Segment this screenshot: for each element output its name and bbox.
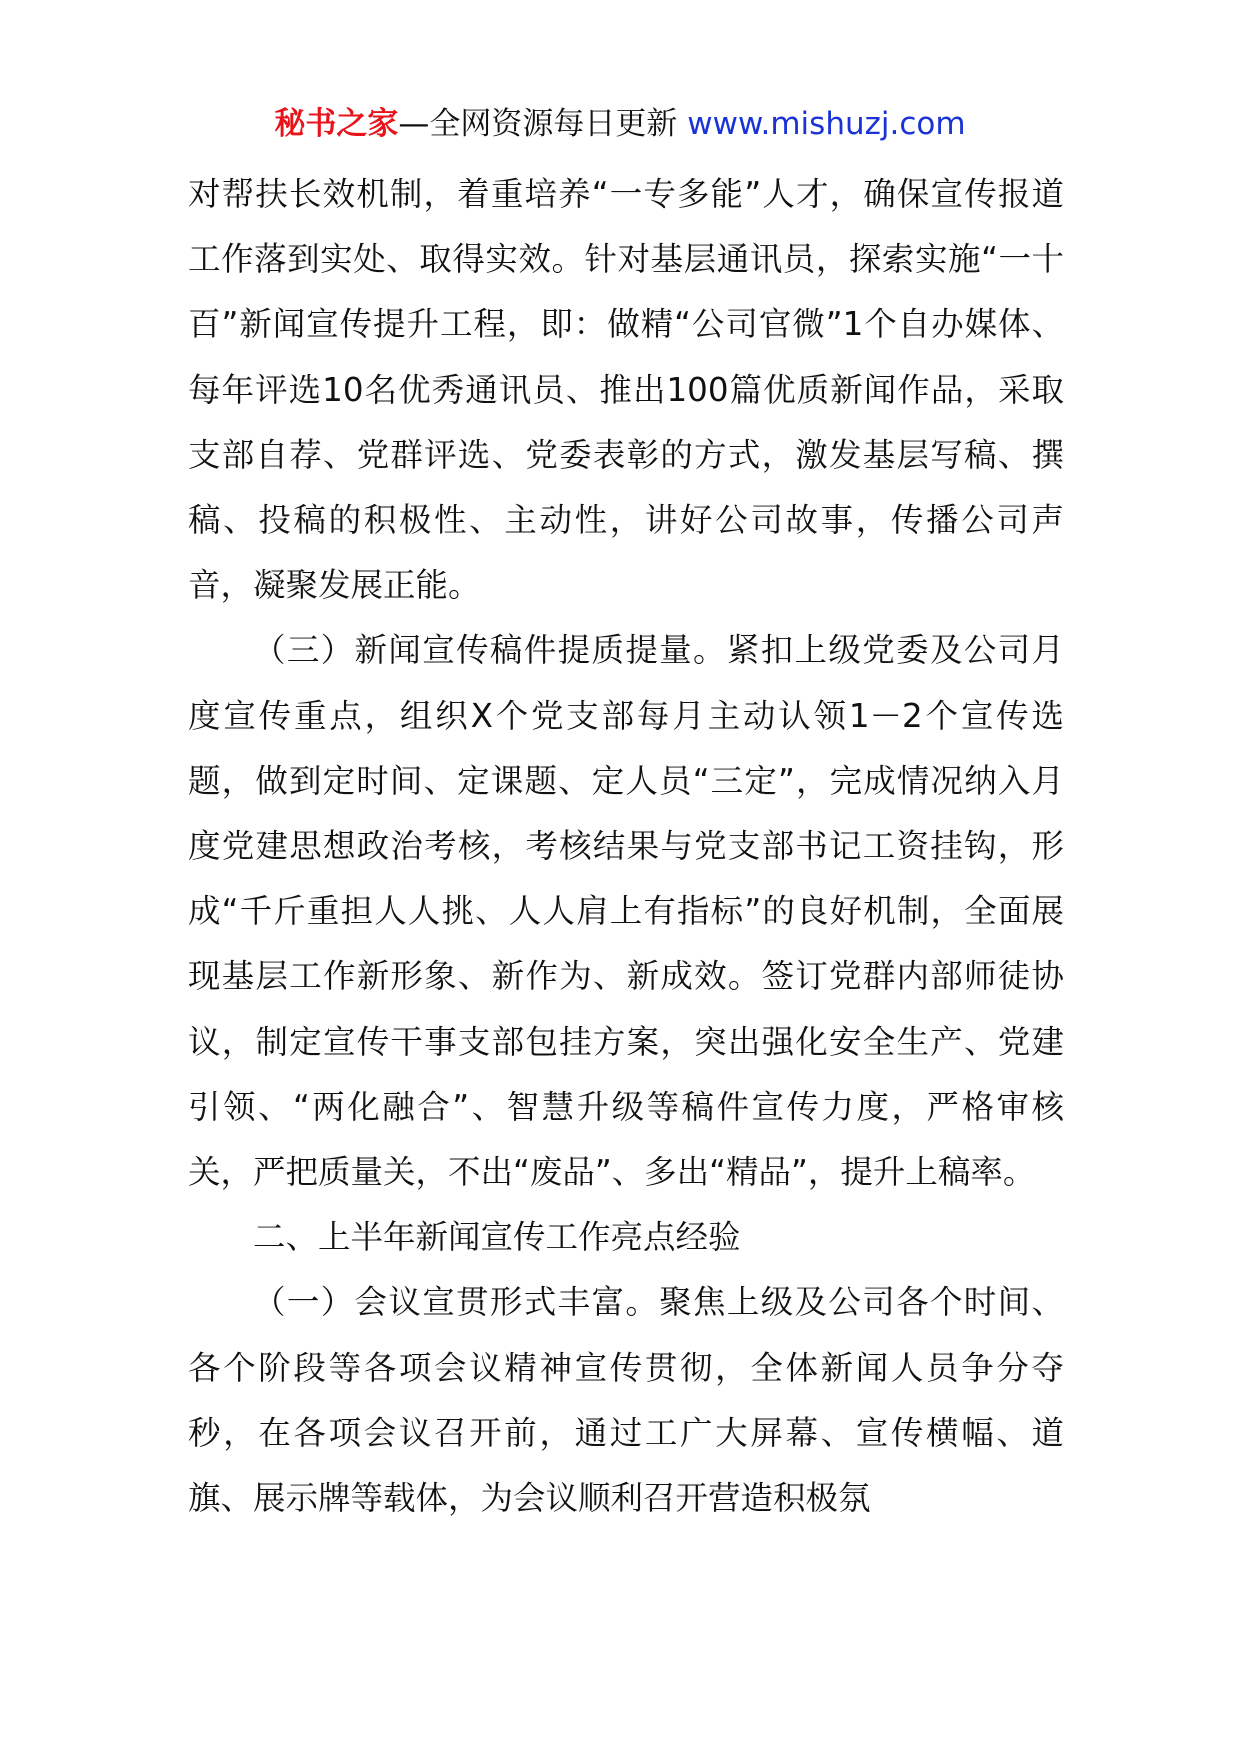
- paragraph-continued: 对帮扶长效机制，着重培养“一专多能”人才，确保宣传报道工作落到实处、取得实效。针对基层通讯员，探索实施“一十百”新闻宣传提升工程，即：做精“公司官微”1个自办媒体、每年评选10名优秀通讯员、推出100篇优质新闻作品，采取支部自荐、党群评选、党委表彰的方式，激发基层写稿、撰稿、投稿的积极性、主动性，讲好公司故事，传播公司声音，凝聚发展正能。: [188, 175, 1064, 605]
- paragraph-subsection-one: （一）会议宣贯形式丰富。聚焦上级及公司各个时间、各个阶段等各项会议精神宣传贯彻，全体新闻人员争分夺秒，在各项会议召开前，通过工广大屏幕、宣传横幅、道旗、展示牌等载体，为会议顺利召开营造积极氛: [188, 1283, 1064, 1518]
- site-url-link[interactable]: www.mishuzj.com: [687, 106, 966, 142]
- section-heading: 二、上半年新闻宣传工作亮点经验: [253, 1218, 741, 1257]
- site-brand: 秘书之家: [274, 106, 399, 142]
- site-tagline: —全网资源每日更新: [398, 106, 688, 142]
- site-header: [0, 98, 1240, 150]
- paragraph-section-three: （三）新闻宣传稿件提质提量。紧扣上级党委及公司月度宣传重点，组织X个党支部每月主动认领1－2个宣传选题，做到定时间、定课题、定人员“三定”，完成情况纳入月度党建思想政治考核，考核结果与党支部书记工资挂钩，形成“千斤重担人人挑、人人肩上有指标”的良好机制，全面展现基层工作新形象、新作为、新成效。签订党群内部师徒协议，制定宣传干事支部包挂方案，突出强化安全生产、党建引领、“两化融合”、智慧升级等稿件宣传力度，严格审核关，严把质量关，不出“废品”、多出“精品”，提升上稿率。: [188, 631, 1064, 1192]
- document-body: [188, 162, 1064, 1531]
